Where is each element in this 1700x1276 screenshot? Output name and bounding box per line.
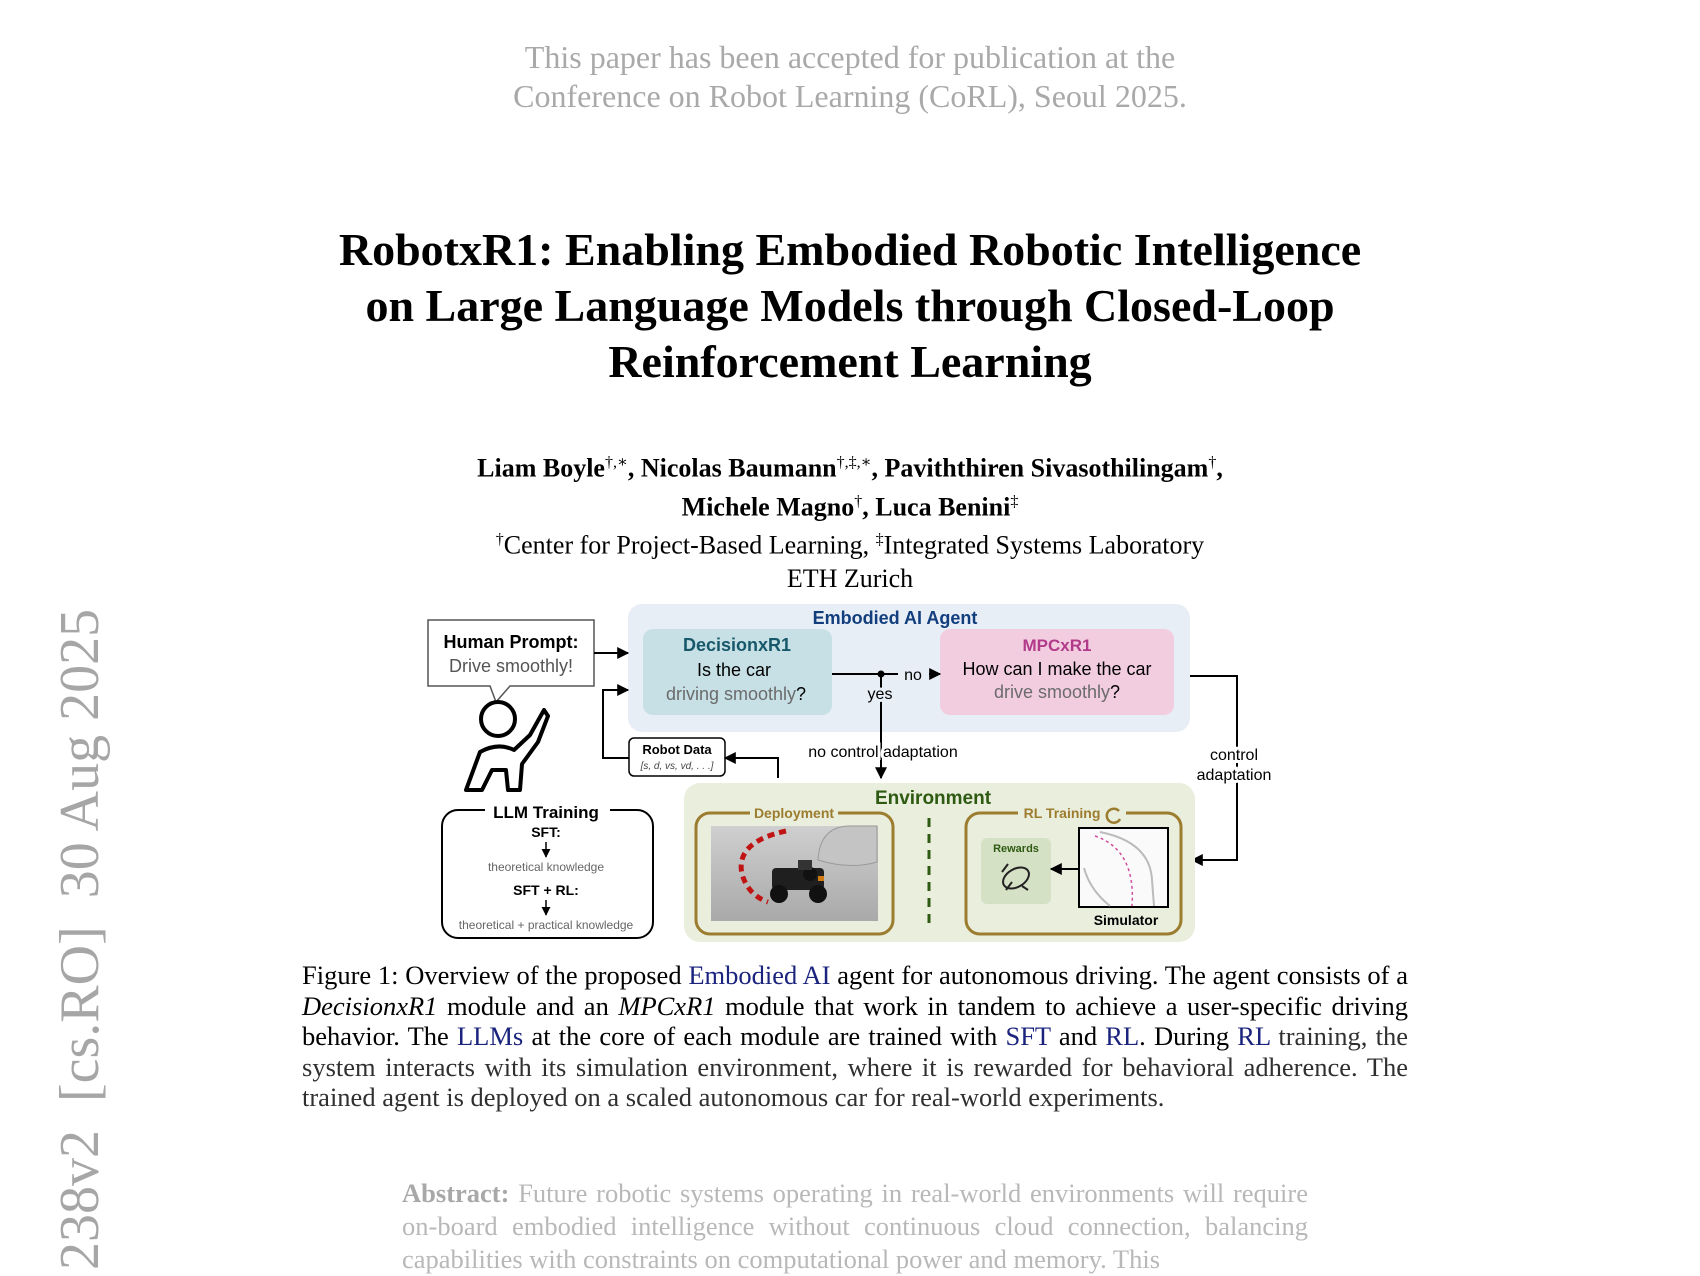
- affiliation-name: Center for Project-Based Learning,: [503, 530, 876, 560]
- rl-training-title: RL Training: [1023, 805, 1101, 821]
- theoretical-text: theoretical knowledge: [487, 860, 605, 874]
- llm-training-title: LLM Training: [493, 803, 599, 822]
- author-mark: †,‡,∗: [836, 454, 872, 471]
- abstract-label: Abstract:: [402, 1178, 510, 1208]
- author-sep: ,: [627, 453, 641, 483]
- theo-prac-text: theoretical + practical knowledge: [458, 918, 634, 932]
- decision-question-1: Is the car: [696, 660, 772, 680]
- author-sep: ,: [871, 453, 885, 483]
- person-icon: [466, 702, 548, 790]
- notice-line-2: Conference on Robot Learning (CoRL), Seoul 2025.: [513, 78, 1187, 114]
- mpc-title: MPCxR1: [1022, 636, 1092, 655]
- robot-data-in-arrow: [725, 758, 778, 778]
- human-prompt-label: Human Prompt:: [443, 632, 579, 652]
- caption-text: at the core of each module are trained with: [523, 1021, 1006, 1051]
- no-control-label: no control adaptation: [808, 744, 958, 761]
- decision-title: DecisionxR1: [682, 635, 792, 655]
- author-name: Liam Boyle: [477, 453, 605, 483]
- caption-link-embodied-ai[interactable]: Embodied AI: [688, 960, 831, 990]
- author-mark: †: [854, 492, 863, 510]
- sft-label: SFT:: [531, 824, 561, 840]
- agent-title: Embodied AI Agent: [812, 608, 978, 628]
- simulator-label: Simulator: [1093, 912, 1159, 928]
- abstract: [402, 1177, 1308, 1276]
- abstract-text: Future robotic systems operating in real-world environments will require on-board embodied intelligence without continuous cloud connection, balancing capabilities with constraints on computational power and memory. This: [402, 1178, 1308, 1274]
- author-name: Luca Benini: [875, 492, 1011, 522]
- affiliation-name: Integrated Systems Laboratory: [883, 530, 1205, 560]
- caption-text: agent for autonomous driving. The agent consists of a: [830, 960, 1408, 990]
- mpc-emphasis: drive smoothly: [993, 682, 1111, 702]
- arxiv-category: [cs.RO]: [49, 926, 111, 1102]
- author-sep: ,: [1216, 453, 1223, 483]
- caption-text: module that work in tandem to achieve a user-specific driving behavior. The: [302, 990, 1408, 1051]
- author-name: Michele Magno: [681, 492, 855, 522]
- robot-data-label: Robot Data: [642, 742, 712, 757]
- mpc-qmark: ?: [1110, 682, 1121, 702]
- mpc-question-2: [994, 682, 1120, 702]
- deployment-title: Deployment: [753, 805, 835, 821]
- arxiv-id: 238v2: [49, 1130, 111, 1270]
- caption-link-sft[interactable]: SFT: [1005, 1021, 1051, 1051]
- yes-label: yes: [867, 686, 893, 703]
- title-line-2: on Large Language Models through Closed-Loop: [365, 280, 1335, 331]
- caption-text: module and an: [437, 990, 619, 1021]
- control-label-1: control: [1209, 747, 1259, 764]
- caption-link-rl[interactable]: RL: [1105, 1021, 1140, 1051]
- caption-mpc: MPCxR1: [618, 990, 716, 1021]
- figure-caption: [302, 960, 1408, 1113]
- author-name: Paviththiren Sivasothilingam: [884, 453, 1209, 483]
- environment-title: Environment: [874, 788, 992, 809]
- caption-decision: DecisionxR1: [302, 990, 438, 1021]
- author-name: Nicolas Baumann: [640, 453, 837, 483]
- caption-text: Figure 1: Overview of the proposed: [302, 960, 689, 990]
- affiliation-mark: ‡: [875, 531, 884, 549]
- caption-text: training, the system interacts with its simulation environment, where it is rewarded for behavioral adherence. The trained agent is deployed on a scaled autonomous car for real-world experiments.: [302, 1021, 1408, 1112]
- affiliation-mark: †: [495, 531, 504, 549]
- decision-emphasis: driving smoothly: [665, 684, 797, 704]
- no-label: no: [904, 667, 922, 684]
- title-line-3: Reinforcement Learning: [608, 336, 1092, 387]
- caption-text: . During: [1139, 1021, 1238, 1051]
- arxiv-date: 30 Aug 2025: [49, 608, 111, 899]
- caption-link-rl[interactable]: RL: [1237, 1021, 1271, 1051]
- caption-link-llms[interactable]: LLMs: [457, 1021, 524, 1051]
- mpc-question-1: How can I make the car: [962, 659, 1152, 679]
- human-prompt-text: Drive smoothly!: [448, 656, 574, 676]
- rewards-label: Rewards: [993, 843, 1039, 855]
- author-sep: ,: [862, 492, 876, 522]
- title-line-1: RobotxR1: Enabling Embodied Robotic Intelligence: [338, 224, 1362, 275]
- caption-text: and: [1050, 1021, 1106, 1051]
- author-mark: ‡: [1010, 492, 1019, 510]
- robot-data-vector: [s, d, vs, vd, . . .]: [640, 761, 714, 772]
- control-label-2: adaptation: [1196, 767, 1272, 784]
- author-mark: †,∗: [604, 454, 628, 471]
- decision-question-2: [666, 684, 806, 704]
- sft-rl-label: SFT + RL:: [513, 882, 579, 898]
- robot-data-out-arrow: [603, 690, 629, 758]
- notice-line-1: This paper has been accepted for publication at the: [524, 39, 1176, 75]
- decision-qmark: ?: [796, 684, 807, 704]
- institution: ETH Zurich: [786, 563, 914, 593]
- author-mark: †: [1208, 454, 1217, 471]
